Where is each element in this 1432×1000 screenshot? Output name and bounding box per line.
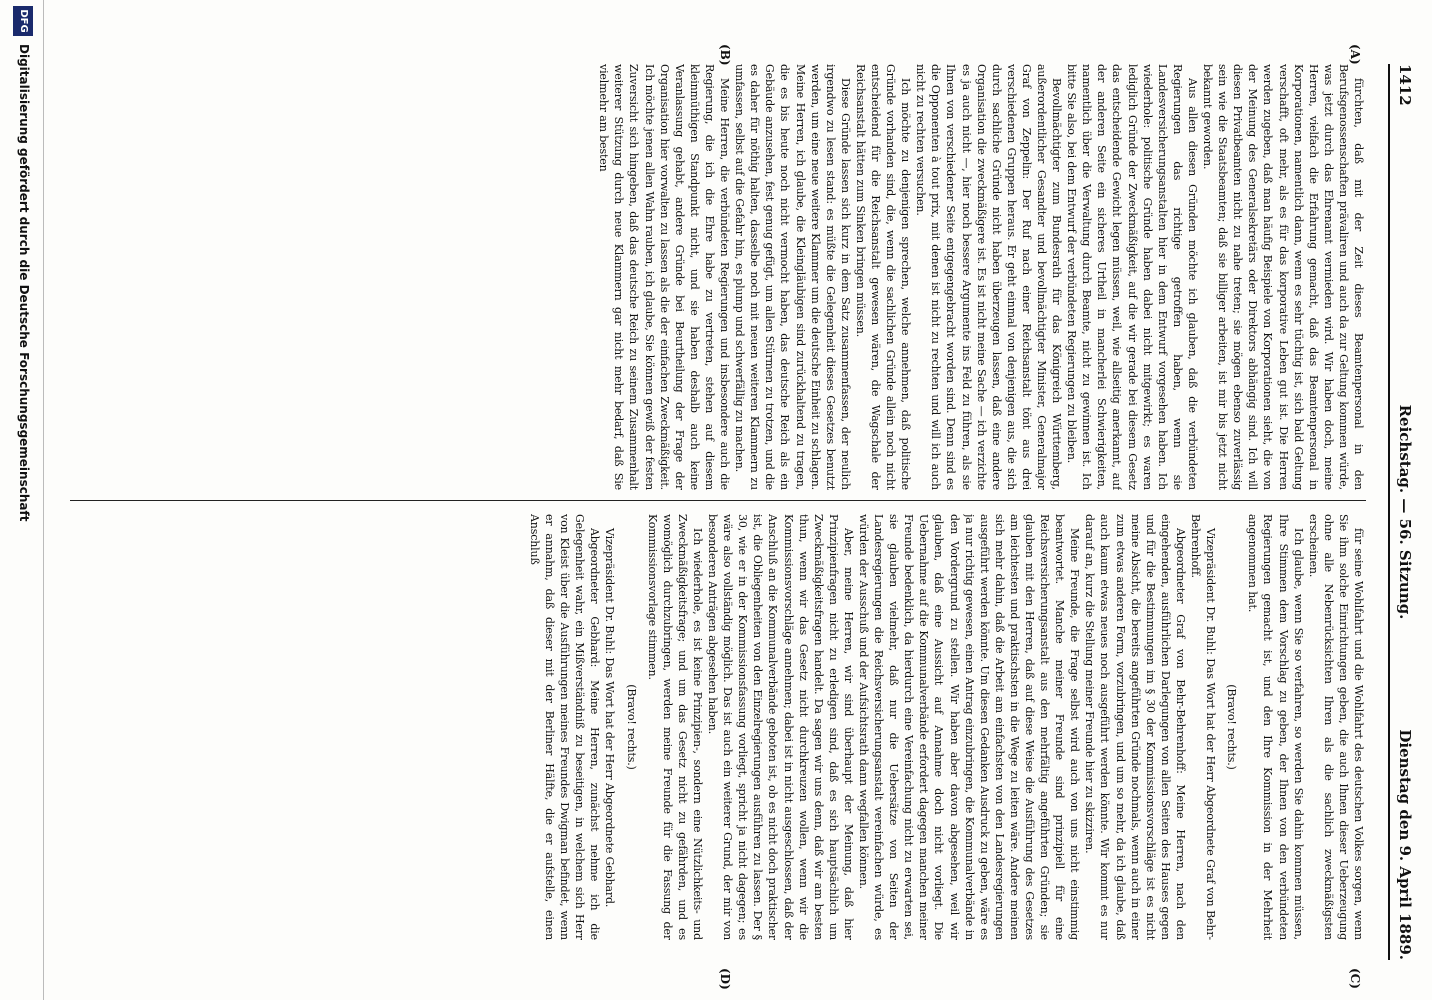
paragraph: Ich glaube, wenn Sie so verfahren, so werden Sie dahin kommen müssen, Ihre Stimmen dem Vorschlag zu geben, der Ihnen von den verbündeten Regierungen gemacht ist, und den Ihre Kommission in der Mehrheit angenommen hat.: [1246, 514, 1305, 940]
applause-note: (Bravo! rechts.): [1225, 684, 1239, 770]
paragraph: Meine Freunde, die Frage selbst wird auch von uns nicht einstimmig beantwortet. Manche meiner Freunde sind prinzipiell für eine Reichsversicherungsanstalt aus den mehrfältig angeführten Gründen; sie glauben mit den Herren, daß auf diese Weise die Ausführung des Gesetzes am leichtesten und praktischsten in die Wege zu leiten wäre. Andere meinen sich mehr dahin, daß die Arbeit am einfachsten von den Landesregierungen ausgeführt werden könnte. Um diesen Gedanken Ausdruck zu geben, wäre es ja nur richtig gewesen, einen Antrag einzubringen, die Kommunalverbände in den Vordergrund zu stellen. Wir haben aber davon abgesehen, weil wir glauben, daß eine Aussicht auf Annahme doch nicht vorliegt. Die Uebernahme auf die Kommunalverbände erfordert dagegen manchen meiner Freunde bedenklich, da hierdurch eine Vereinfachung nicht zu erwarten sei, sie glauben vielmehr, daß nur die Uebersätze von Seiten der Landesregierungen die Reichsversicherungsanstalt vereinfachen würde, es würden der Ausschuß und der Aufsichtsrath dann wegfallen können.: [857, 514, 1082, 940]
page-number: 1412: [1396, 64, 1414, 106]
paragraph: Ich möchte zu denjenigen sprechen, welche annehmen, daß politische Gründe vorhanden sind, die, wenn die sachlichen Gründe allein noch nicht entscheidend für die Reichsanstalt gewesen wären, die Wagschale der Reichsanstalt hätten zum Sinken bringen müssen.: [853, 64, 913, 490]
paragraph: fürchten, daß mit der Zeit dieses Beamtenpersonal in den Berufsgenossenschaften prävaliren und auch da zur Geltung kommen würde, was jetzt durch das Ehrenamt vermieden wird. Wir haben doch, meine Herren, vielfach die Erfahrung gemacht, daß das Beamtenpersonal in Korporationen, namentlich dann, wenn es sehr tüchtig ist, sich bald Geltung verschafft, oft mehr, als es für das korporative Leben gut ist. Die Herren werden zugeben, daß man häufig Beispiele von Korporationen sieht, die von der Meinung des Generalsekretärs oder Direktors abhängig sind. Ich will diesen Privatbeamten nicht zu nahe treten; sie mögen ebenso zuverlässig sein wie die Staatsbeamten; daß sie billiger arbeiten, ist mir bis jetzt nicht bekannt geworden.: [1201, 64, 1365, 490]
margin-mark-b: (B): [718, 44, 732, 66]
paragraph: Vizepräsident Dr. Buhl: Das Wort hat der Herr Abgeordnete Graf von Behr-Behrenhoff.: [1189, 514, 1218, 940]
paragraph: Aber, meine Herren, wir sind überhaupt der Meinung, daß hier Prinzipienfragen nicht zu erledigen sind, daß es sich hauptsächlich um Zweckmäßigkeitsfragen handelt. Da sagen wir uns denn, daß wir am besten thun, wenn wir das Gesetz nicht durchkreuzen wollen, wenn wir die Kommissionsvorschläge annehmen; dabei ist in nicht ausgeschlossen, daß der Anschluß an die Kommunalverbände geboten ist, ob es nicht doch praktischer ist, die Obliegenheiten von den Einzelregierungen ausführen zu lassen. Der § 30, wie er in der Kommissionsfassung vorliegt, spricht ja nicht dagegen; es wäre also vollständig möglich. Das ist auch ein weiterer Grund, der mir von besonderen Anträgen abgesehen haben.: [706, 514, 855, 940]
digitization-footer: [3, 0, 44, 1000]
paragraph: Abgeordneter Graf von Behr-Behrenhoff: Meine Herren, nach den eingehenden, ausführlichen Darlegungen von allen Seiten des Hauses gegen und für die Bestimmungen im § 30 der Kommissionsvorschläge ist es nicht meine Absicht, die bereits angeführten Gründe nochmals, wenn auch in einer zum etwas anderen Form, vorzubringen, und um so mehr, da ich glaube, daß auch kaum etwas neues noch ausgeführt werden könnte. Wir kommt es nur darauf an, kurz die Stellung meiner Freunde hier zu skizziren.: [1083, 514, 1187, 940]
paragraph: Ich wiederhole, es ist keine Prinzipien-, sondern eine Nützlichkeits- und Zweckmäßigkeitsfrage; und um das Gesetz nicht zu gefährden, und es womöglich durchzubringen, werden meine Freunde für die Fassung der Kommissionsvorlage stimmen.: [645, 514, 704, 940]
digitization-credit: Digitalisierung gefördert durch die Deutsche Forschungsgemeinschaft: [17, 44, 31, 522]
session-title: Reichstag. — 56. Sitzung.: [1396, 404, 1414, 620]
paragraph: Bevollmächtigter zum Bundesrath für das Königreich Württemberg, außerordentlicher Gesandter und bevollmächtigter Minister, Generalmajor Graf von Zeppelin: Der Ruf nach einer Reichsanstalt tönt aus drei verschiedenen Gruppen heraus. Er geht einmal von denjenigen aus, die sich durch sachliche Gründe nicht haben überzeugen lassen, daß eine andere Organisation die zweckmäßigere ist. Es ist nicht meine Sache — ich verzichte es ja auch nicht —, hier noch bessere Argumente ins Feld zu führen, als sie Ihnen von verschiedener Seite entgegengebracht worden sind. Denn sind es die Opponenten à tout prix, mit denen ist nicht zu rechten und will ich auch nicht zu rechten versuchen.: [914, 64, 1064, 490]
applause-note: (Bravo! rechts.): [624, 684, 638, 770]
column-divider: [70, 500, 1366, 501]
dfg-logo: DFG: [13, 6, 33, 36]
right-column: [70, 514, 1366, 940]
paragraph: Diese Gründe lassen sich kurz in dem Satz zusammenfassen, der neulich irgendwo zu lesen stand: es müßte die Gelegenheit dieses Gesetzes benutzt werden, um eine neue weitere Klammer um die deutsche Einheit zu schlagen. Meine Herren, ich glaube, die Kleingläubigen sind zurückhaltend zu tragen, die es bis heute noch nicht vermocht haben, das deutsche Reich als ein Gebäude anzusehen, fest genug gefügt, um allen Stürmen zu trotzen, und die es daher für nöthig halten, dasselbe noch mit neuen weiteren Klammern zu umfassen, selbst auf die Gefahr hin, es plump und schwerfällig zu machen.: [733, 64, 852, 490]
paragraph: Aus allen diesen Gründen möchte ich glauben, daß die verbündeten Regierungen das richtige getroffen haben, wenn sie Landesversicherungsanstalten hier in dem Entwurf vorgesehen haben. Ich wiederhole: politische Gründe haben dabei nicht mitgewirkt; es waren lediglich Gründe der Zweckmäßigkeit, auf die wir gerade bei diesem Gesetz das entscheidende Gewicht legen müssen, weil, wie allseitig anerkannt, auf der anderen Seite ein sicheres Urtheil in mancherlei Schwierigkeiten, namentlich über die Verwaltung durch Beamte, nicht zu gewinnen ist. Ich bitte Sie also, bei dem Entwurf der verbündeten Regierungen zu bleiben.: [1065, 64, 1199, 490]
session-date: Dienstag den 9. April 1889.: [1396, 729, 1414, 960]
margin-mark-c: (C): [1348, 968, 1362, 989]
paragraph: Vizepräsident Dr. Buhl: Das Wort hat der Herr Abgeordnete Gebhard.: [603, 528, 617, 908]
left-column: [70, 64, 1366, 490]
paragraph: Meine Herren, die verbündeten Regierungen und insbesondere auch die Regierung, die ich die Ehre habe zu vertreten, stehen auf diesem kleinmüthigen Standpunkt nicht, und sie haben deshalb auch keine Veranlassung gehabt, andere Gründe bei Beurtheilung der Frage der Organisation hier vorwalten zu lassen als die der einfachen Zweckmäßigkeit. Ich möchte jenen allen Wahn rauben, ich glaube, Sie können gewiß der festen Zuversicht sich hingeben, daß das deutsche Reich zu seinem Zusammenhalt weiterer Stützung durch neue Klammern gar nicht mehr bedarf, daß Sie vielmehr am besten: [597, 64, 732, 490]
margin-mark-a: (A): [1348, 44, 1362, 65]
margin-mark-d: (D): [718, 968, 732, 990]
paragraph: Abgeordneter Gebhard: Meine Herren, zunächst nehme ich die Gelegenheit wahr, ein Mißverständniß zu beseitigen, in welchem sich Herr von Kleist über die Ausführungen meines Freundes Dwigman befindet, wenn er annahm, daß dieser mit der Berliner Hälfte, die er aufstelle, einen Anschluß: [528, 514, 602, 940]
page-header: [1388, 64, 1414, 960]
paragraph: für seine Wohlfahrt und die Wohlfahrt des deutschen Volkes sorgen, wenn Sie ihm solche Einrichtungen geben, die auch Ihnen dieser Ueberzeugung ohne alle Nebenrücksichten Ihren als die sachlich zweckmäßigsten erscheinen.: [1306, 514, 1365, 940]
